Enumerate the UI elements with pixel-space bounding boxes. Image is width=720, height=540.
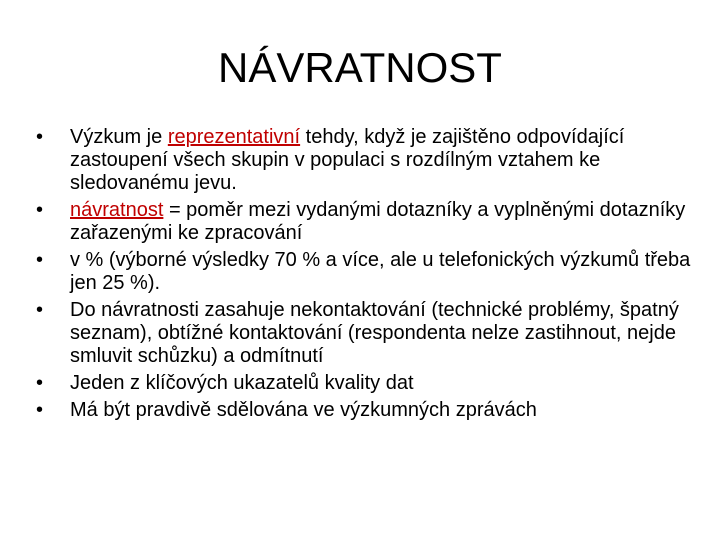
bullet-list (36, 126, 700, 426)
bullet-text-before: Výzkum je (70, 126, 168, 148)
bullet-text-after: = poměr mezi vydanými dotazníky a vyplněnými dotazníky zařazenými ke zpracování (70, 199, 686, 244)
bullet-item-nonresponse (36, 299, 700, 368)
bullet-icon: • (36, 372, 44, 394)
bullet-text: v % (výborné výsledky 70 % a více, ale u telefonických výzkumů třeba jen 25 %). (70, 249, 691, 294)
bullet-icon: • (36, 126, 44, 148)
bullet-icon: • (36, 399, 44, 421)
bullet-item-reporting (36, 399, 700, 422)
bullet-item-percentage (36, 249, 700, 295)
bullet-icon: • (36, 299, 44, 321)
bullet-text: Jeden z klíčových ukazatelů kvality dat (70, 372, 414, 394)
bullet-icon: • (36, 199, 44, 221)
bullet-item-representative (36, 126, 700, 195)
highlight-term-representative: reprezentativní (167, 126, 301, 148)
slide-title: NÁVRATNOST (218, 44, 502, 91)
highlight-term-return-rate: návratnost (70, 199, 164, 221)
bullet-icon: • (36, 249, 44, 271)
bullet-item-quality-indicator (36, 372, 700, 395)
bullet-text-after: tehdy, když je zajištěno odpovídající zastoupení všech skupin v populaci s rozdílným vztahem ke sledovanému jevu. (70, 126, 625, 194)
bullet-text: Má být pravdivě sdělována ve výzkumných zprávách (70, 399, 537, 421)
bullet-text: Do návratnosti zasahuje nekontaktování (technické problémy, špatný seznam), obtížné kontaktování (respondenta nelze zastihnout, nejde smluvit schůzku) a odmítnutí (70, 299, 679, 367)
bullet-item-return-rate (36, 199, 700, 245)
